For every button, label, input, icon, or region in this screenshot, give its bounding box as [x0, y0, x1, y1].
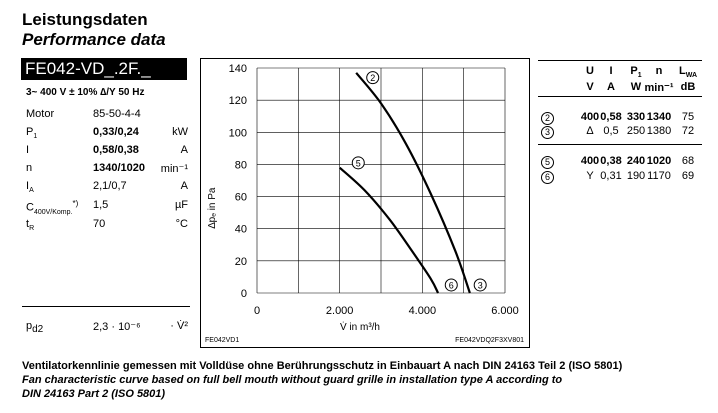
curve-label-2 [367, 72, 379, 84]
chart-code-right: FE042VDQ2F3XV801 [455, 337, 524, 344]
footer-en-1: Fan characteristic curve based on full bell mouth without guard grille in installation type A according to [22, 374, 563, 386]
table-cell: 0,38 [600, 155, 622, 167]
spec-unit: kW [172, 126, 188, 138]
footer-de: Ventilatorkennlinie gemessen mit Volldüse ohne Berührungsschutz in Einbauart A nach DIN 24163 Teil 2 (ISO 5801) [22, 360, 623, 372]
table-cell: 0,58 [600, 111, 622, 123]
table-cell: 1170 [647, 170, 671, 182]
spec-name: n [26, 162, 33, 174]
curve-label-text: 5 [355, 158, 361, 169]
spec-unit: A [180, 180, 188, 192]
spec-name: Motor [26, 108, 55, 120]
spec-name: $C_{400V/Komp.}^{*)}$ [26, 199, 79, 216]
curve-label-text: 2 [370, 73, 376, 84]
y-tick-label: 120 [228, 95, 247, 108]
y-tick-label: 0 [240, 288, 247, 300]
pd2-unit: · V̇² [170, 320, 188, 332]
spec-name: $I_A$ [26, 180, 34, 195]
table-cell: ∆ [586, 125, 594, 137]
supply-voltage: 3~ 400 V ± 10% ∆/Y 50 Hz [26, 87, 145, 98]
row-id-badge: 2 [541, 112, 554, 125]
curve-5 [340, 168, 438, 293]
spec-value: 0,33/0,24 [93, 126, 139, 138]
y-tick-label: 100 [228, 127, 247, 140]
curve-2 [356, 73, 470, 293]
table-header-sub: WA [685, 72, 698, 80]
chart-curves [340, 73, 470, 293]
chart-ticks [229, 63, 519, 317]
divider [22, 306, 190, 307]
x-tick-label: 4.000 [408, 305, 437, 317]
table-header: $P_1$ [630, 65, 642, 80]
table-cell: 1020 [646, 155, 672, 167]
table-header: $L_{WA}$ [678, 65, 698, 80]
curve-label-6 [445, 279, 457, 291]
y-tick-label: 20 [234, 255, 247, 268]
footer-en-2: DIN 24163 Part 2 (ISO 5801) [22, 388, 166, 400]
table-cell: 250 [626, 125, 646, 137]
table-unit: min⁻¹ [644, 82, 674, 94]
spec-value: 2,1/0,7 [93, 180, 127, 192]
spec-name: $P_1$ [26, 126, 38, 141]
table-unit: dB [680, 81, 696, 93]
curve-label-3 [474, 279, 486, 291]
table-cell: 1340 [646, 111, 672, 123]
table-cell: 68 [681, 155, 695, 167]
y-tick-label: 80 [234, 159, 247, 172]
row-id-badge: 6 [541, 171, 554, 184]
chart-code-left: FE042VD1 [205, 337, 240, 344]
table-unit: W [630, 81, 642, 93]
pd2-label: p [26, 320, 33, 332]
pd2-value: 2,3 · 10⁻⁶ [93, 321, 141, 333]
y-axis-label: ∆pₑ in Pa [207, 187, 218, 229]
table-cell: 330 [626, 111, 646, 123]
row-id-badge: 3 [541, 126, 554, 139]
table-header: U [586, 65, 594, 77]
spec-name: $t_R$ [26, 218, 35, 233]
table-cell: Y [586, 170, 594, 182]
table-cell: 400 [580, 155, 600, 167]
spec-value: 1,5 [93, 199, 109, 211]
spec-unit: µF [174, 199, 188, 211]
spec-name-sub: 1 [33, 133, 38, 141]
x-axis-label: V̇ in m³/h [339, 322, 381, 333]
model-banner: FE042-VD_.2F._ [21, 58, 187, 80]
spec-name-sup: *) [72, 199, 79, 208]
chart-curve-labels [352, 72, 486, 291]
table-cell: 240 [626, 155, 646, 167]
table-cell: 0,5 [603, 125, 619, 137]
table-rule [538, 60, 702, 61]
title-de: Leistungsdaten [22, 10, 148, 29]
table-header: I [609, 65, 613, 77]
curve-label-5 [352, 157, 364, 169]
x-tick-label: 6.000 [491, 305, 519, 317]
x-tick-label: 2.000 [325, 305, 354, 317]
spec-unit: °C [175, 218, 188, 230]
performance-chart [200, 58, 530, 348]
spec-name-sub: 400V/Komp. [33, 208, 73, 216]
spec-name-sub: A [29, 187, 34, 195]
y-tick-label: 60 [234, 191, 247, 204]
spec-value: 1340/1020 [93, 162, 145, 174]
spec-name: I [26, 144, 30, 156]
table-cell: 69 [681, 170, 695, 182]
spec-value: 0,58/0,38 [93, 144, 139, 156]
pd2-sub: d2 [32, 324, 44, 336]
x-tick-label: 0 [253, 305, 261, 317]
table-cell: 75 [681, 111, 695, 123]
y-tick-label: 140 [228, 63, 247, 75]
chart-frame [201, 59, 530, 348]
spec-value: 70 [93, 218, 106, 230]
title-en: Performance data [22, 30, 166, 49]
table-rule [538, 144, 702, 145]
table-unit: A [607, 81, 615, 93]
table-cell: 0,31 [600, 170, 622, 182]
curve-label-text: 3 [477, 280, 483, 291]
table-cell: 72 [681, 125, 695, 137]
table-unit: V [586, 81, 594, 93]
spec-name-sub: R [29, 225, 35, 233]
table-header: n [655, 65, 663, 77]
spec-unit: A [180, 144, 188, 156]
spec-unit: min⁻¹ [160, 163, 188, 175]
curve-label-text: 6 [448, 280, 454, 291]
table-cell: 1380 [646, 125, 672, 137]
table-header-sub: 1 [637, 72, 642, 80]
row-id-badge: 5 [541, 156, 554, 169]
table-rule [538, 96, 702, 97]
spec-value: 85-50-4-4 [93, 108, 141, 120]
y-tick-label: 40 [234, 223, 247, 236]
table-cell: 190 [626, 170, 646, 182]
table-cell: 400 [580, 111, 600, 123]
